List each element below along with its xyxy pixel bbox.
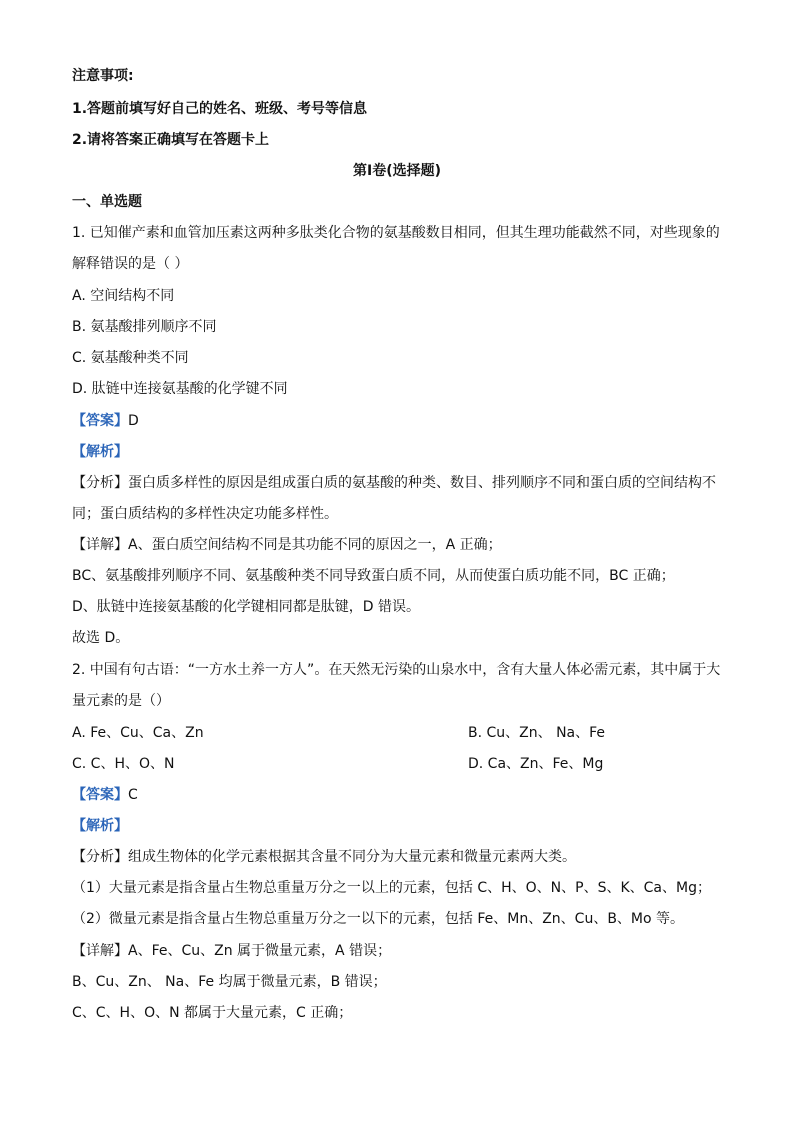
q2-xiangjie-line-2: B、Cu、Zn、 Na、Fe 均属于微量元素，B 错误； (72, 974, 387, 990)
q1-fenxi-line-1: 蛋白质多样性的原因是组成蛋白质的氨基酸的种类、数目、排列顺序不同和蛋白质的空间结构不 (128, 475, 716, 491)
notice-item-2: 2.请将答案正确填写在答题卡上 (72, 132, 270, 148)
q2-answer-value: C (128, 787, 138, 803)
q1-fenxi-line-2: 同；蛋白质结构的多样性决定功能多样性。 (72, 506, 338, 522)
q1-xiangjie-line-3: D、肽链中连接氨基酸的化学键相同都是肽键，D 错误。 (72, 599, 421, 615)
q2-options-row-1 (72, 724, 606, 742)
q1-stem-line-1: 1. 已知催产素和血管加压素这两种多肽类化合物的氨基酸数目相同，但其生理功能截然不同，对些现象的 (72, 225, 720, 241)
q2-stem-line-1: 2. 中国有句古语：“一方水土养一方人”。在天然无污染的山泉水中，含有大量人体必需元素，其中属于大 (72, 662, 721, 678)
q1-xiangjie-tag: 【详解】 (72, 537, 128, 553)
q1-option-b: B. 氨基酸排列顺序不同 (72, 319, 217, 335)
part-title: 一、单选题 (72, 194, 142, 210)
q2-xiangjie-line-1: A、Fe、Cu、Zn 属于微量元素，A 错误； (128, 943, 392, 959)
q2-fenxi-row (72, 848, 576, 866)
q2-fenxi-line-3: （2）微量元素是指含量占生物总重量万分之一以下的元素，包括 Fe、Mn、Zn、Cu、B、Mo 等。 (72, 911, 685, 927)
q2-answer-tag: 【答案】 (72, 787, 128, 803)
q1-conclusion: 故选 D。 (72, 630, 130, 646)
q2-options-row-2 (72, 755, 604, 773)
q1-fenxi-tag: 【分析】 (72, 475, 128, 491)
q1-xiangjie-line-2: BC、氨基酸排列顺序不同、氨基酸种类不同导致蛋白质不同，从而使蛋白质功能不同，BC 正确； (72, 568, 675, 584)
q1-answer-value: D (128, 413, 139, 429)
q1-analysis-tag: 【解析】 (72, 444, 128, 460)
q2-fenxi-tag: 【分析】 (72, 849, 128, 865)
q1-analysis-row (72, 443, 128, 461)
q2-analysis-row (72, 817, 128, 835)
q2-fenxi-line-1: 组成生物体的化学元素根据其含量不同分为大量元素和微量元素两大类。 (128, 849, 576, 865)
notice-title: 注意事项: (72, 68, 134, 84)
q2-answer-row (72, 786, 138, 804)
q2-xiangjie-tag: 【详解】 (72, 943, 128, 959)
q2-option-c: C. C、H、O、N (72, 756, 175, 772)
q2-stem-line-2: 量元素的是（） (72, 693, 170, 709)
q1-answer-row (72, 412, 139, 430)
q2-analysis-tag: 【解析】 (72, 818, 128, 834)
q2-xiangjie-line-3: C、C、H、O、N 都属于大量元素，C 正确； (72, 1005, 353, 1021)
q2-xiangjie-row (72, 942, 391, 960)
q2-option-a: A. Fe、Cu、Ca、Zn (72, 725, 204, 741)
q2-option-b: B. Cu、Zn、 Na、Fe (468, 725, 606, 741)
q1-fenxi-row (72, 474, 716, 492)
q2-option-d: D. Ca、Zn、Fe、Mg (468, 756, 604, 772)
notice-item-1: 1.答题前填写好自己的姓名、班级、考号等信息 (72, 101, 368, 117)
q2-fenxi-line-2: （1）大量元素是指含量占生物总重量万分之一以上的元素，包括 C、H、O、N、P、S、K、Ca、Mg； (72, 880, 711, 896)
q1-stem-line-2: 解释错误的是（ ） (72, 256, 189, 272)
q1-option-d: D. 肽链中连接氨基酸的化学键不同 (72, 381, 288, 397)
q1-option-c: C. 氨基酸种类不同 (72, 350, 189, 366)
section-title: 第I卷(选择题) (352, 163, 441, 179)
q1-xiangjie-line-1: A、蛋白质空间结构不同是其功能不同的原因之一，A 正确； (128, 537, 502, 553)
q1-xiangjie-row (72, 536, 502, 554)
q1-option-a: A. 空间结构不同 (72, 288, 175, 304)
q1-answer-tag: 【答案】 (72, 413, 128, 429)
